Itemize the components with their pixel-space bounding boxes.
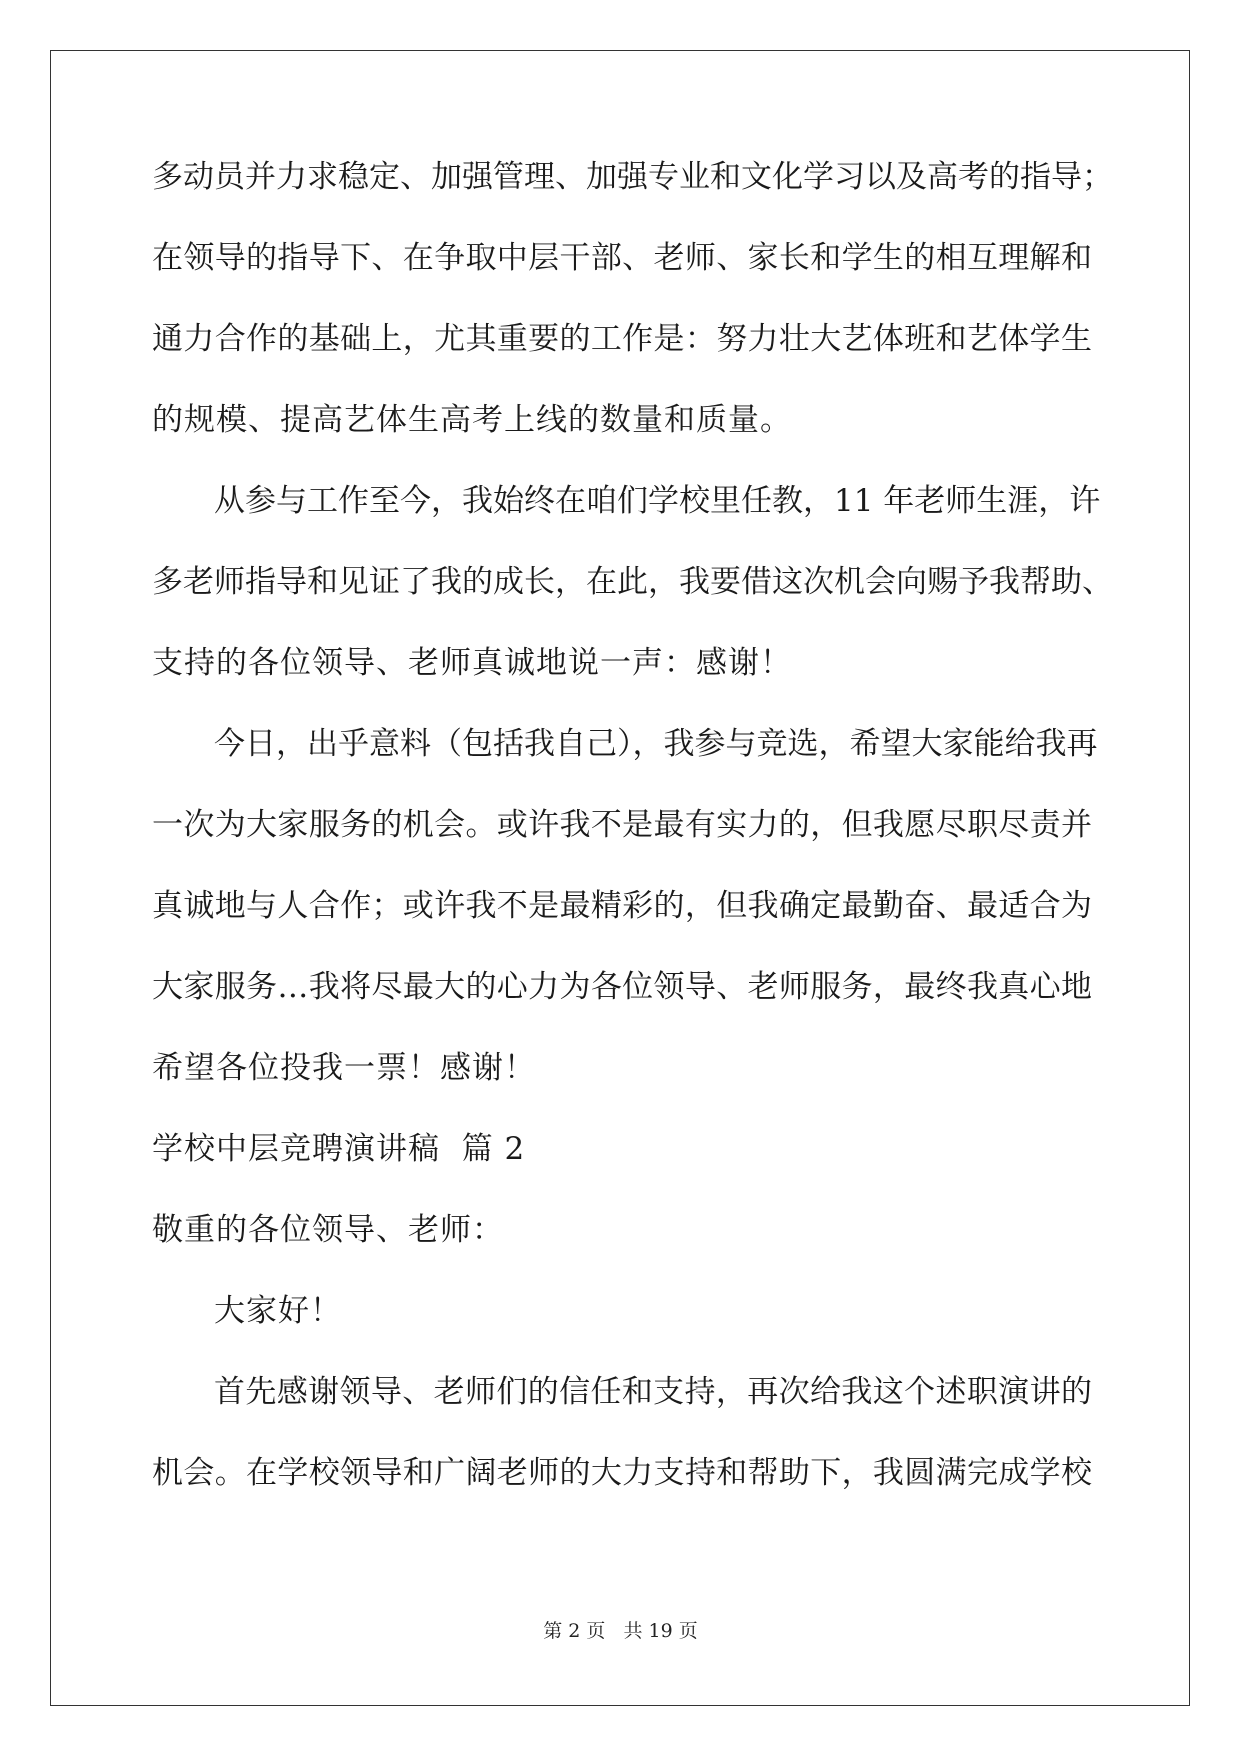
page-number: 第 2 页 [543, 1620, 606, 1642]
text-line: 在领导的指导下、在争取中层干部、老师、家长和学生的相互理解和 [152, 240, 1092, 276]
text-line: 的规模、提高艺体生高考上线的数量和质量。 [152, 402, 792, 438]
text-line: 真诚地与人合作；或许我不是最精彩的，但我确定最勤奋、最适合为 [152, 888, 1092, 924]
text-line: 通力合作的基础上，尤其重要的工作是：努力壮大艺体班和艺体学生 [152, 321, 1092, 357]
text-line: 多动员并力求稳定、加强管理、加强专业和文化学习以及高考的指导； [152, 159, 1113, 195]
text-line: 多老师指导和见证了我的成长，在此，我要借这次机会向赐予我帮助、 [152, 564, 1113, 600]
paragraph-start-line: 从参与工作至今，我始终在咱们学校里任教，11 年老师生涯，许 [214, 483, 1101, 519]
salutation: 敬重的各位领导、老师： [152, 1212, 504, 1248]
text-line: 支持的各位领导、老师真诚地说一声：感谢！ [152, 645, 792, 681]
page-footer [0, 1616, 1241, 1643]
text-line: 大家服务…我将尽最大的心力为各位领导、老师服务，最终我真心地 [152, 969, 1092, 1005]
text-line: 希望各位投我一票！感谢！ [152, 1050, 536, 1086]
paragraph-start-line: 首先感谢领导、老师们的信任和支持，再次给我这个述职演讲的 [214, 1374, 1092, 1410]
total-pages: 共 19 页 [623, 1620, 698, 1642]
text-line: 一次为大家服务的机会。或许我不是最有实力的，但我愿尽职尽责并 [152, 807, 1092, 843]
document-body [152, 158, 1113, 1535]
paragraph-start-line: 今日，出乎意料（包括我自己），我参与竞选，希望大家能给我再 [214, 726, 1098, 762]
text-line: 机会。在学校领导和广阔老师的大力支持和帮助下，我圆满完成学校 [152, 1455, 1092, 1491]
greeting: 大家好！ [214, 1293, 342, 1329]
section-heading: 学校中层竞聘演讲稿 篇 2 [152, 1131, 526, 1167]
